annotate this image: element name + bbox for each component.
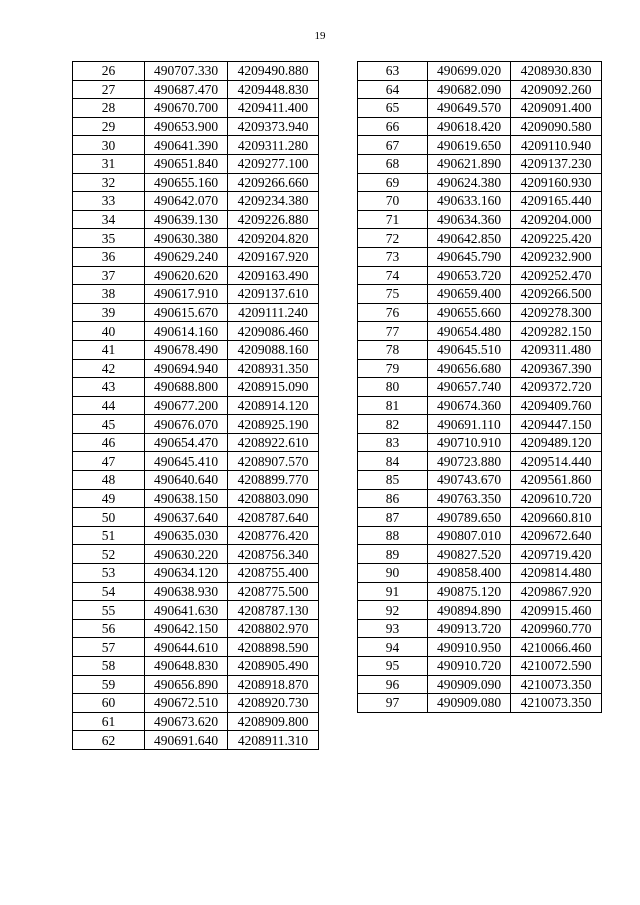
table-row (73, 489, 319, 508)
point-number-cell: 93 (358, 619, 428, 638)
y-coordinate-cell: 4208930.830 (511, 62, 602, 81)
x-coordinate-cell: 490618.420 (428, 117, 511, 136)
y-coordinate-cell: 4209225.420 (511, 229, 602, 248)
x-coordinate-cell: 490894.890 (428, 601, 511, 620)
x-coordinate-cell: 490615.670 (145, 303, 228, 322)
point-number-cell: 59 (73, 675, 145, 694)
table-row (73, 712, 319, 731)
point-number-cell: 72 (358, 229, 428, 248)
x-coordinate-cell: 490620.620 (145, 266, 228, 285)
x-coordinate-cell: 490653.900 (145, 117, 228, 136)
table-row (73, 731, 319, 750)
point-number-cell: 83 (358, 433, 428, 452)
table-row (73, 247, 319, 266)
y-coordinate-cell: 4209489.120 (511, 433, 602, 452)
table-row (358, 359, 602, 378)
point-number-cell: 67 (358, 136, 428, 155)
y-coordinate-cell: 4208755.400 (228, 564, 319, 583)
x-coordinate-cell: 490676.070 (145, 415, 228, 434)
x-coordinate-cell: 490858.400 (428, 564, 511, 583)
point-number-cell: 42 (73, 359, 145, 378)
point-number-cell: 58 (73, 657, 145, 676)
y-coordinate-cell: 4209226.880 (228, 210, 319, 229)
point-number-cell: 53 (73, 564, 145, 583)
x-coordinate-cell: 490691.110 (428, 415, 511, 434)
x-coordinate-cell: 490913.720 (428, 619, 511, 638)
table-row (358, 526, 602, 545)
y-coordinate-cell: 4209167.920 (228, 247, 319, 266)
y-coordinate-cell: 4209137.610 (228, 285, 319, 304)
table-row (73, 582, 319, 601)
table-row (73, 210, 319, 229)
point-number-cell: 27 (73, 80, 145, 99)
y-coordinate-cell: 4209092.260 (511, 80, 602, 99)
table-row (73, 192, 319, 211)
y-coordinate-cell: 4209490.880 (228, 62, 319, 81)
x-coordinate-cell: 490656.890 (145, 675, 228, 694)
y-coordinate-cell: 4208920.730 (228, 694, 319, 713)
x-coordinate-cell: 490644.610 (145, 638, 228, 657)
point-number-cell: 54 (73, 582, 145, 601)
table-row (358, 247, 602, 266)
y-coordinate-cell: 4209409.760 (511, 396, 602, 415)
y-coordinate-cell: 4208925.190 (228, 415, 319, 434)
point-number-cell: 44 (73, 396, 145, 415)
y-coordinate-cell: 4208898.590 (228, 638, 319, 657)
y-coordinate-cell: 4210073.350 (511, 694, 602, 713)
point-number-cell: 28 (73, 99, 145, 118)
point-number-cell: 77 (358, 322, 428, 341)
coordinates-table-right (357, 61, 602, 713)
table-row (73, 601, 319, 620)
point-number-cell: 50 (73, 508, 145, 527)
point-number-cell: 69 (358, 173, 428, 192)
y-coordinate-cell: 4208918.870 (228, 675, 319, 694)
x-coordinate-cell: 490639.130 (145, 210, 228, 229)
table-row (358, 452, 602, 471)
x-coordinate-cell: 490649.570 (428, 99, 511, 118)
x-coordinate-cell: 490619.650 (428, 136, 511, 155)
point-number-cell: 60 (73, 694, 145, 713)
x-coordinate-cell: 490645.790 (428, 247, 511, 266)
point-number-cell: 33 (73, 192, 145, 211)
y-coordinate-cell: 4210073.350 (511, 675, 602, 694)
x-coordinate-cell: 490630.380 (145, 229, 228, 248)
x-coordinate-cell: 490672.510 (145, 694, 228, 713)
y-coordinate-cell: 4208803.090 (228, 489, 319, 508)
x-coordinate-cell: 490687.470 (145, 80, 228, 99)
point-number-cell: 38 (73, 285, 145, 304)
point-number-cell: 48 (73, 471, 145, 490)
table-row (358, 303, 602, 322)
point-number-cell: 97 (358, 694, 428, 713)
y-coordinate-cell: 4209163.490 (228, 266, 319, 285)
table-row (358, 638, 602, 657)
x-coordinate-cell: 490699.020 (428, 62, 511, 81)
point-number-cell: 55 (73, 601, 145, 620)
table-row (358, 396, 602, 415)
point-number-cell: 51 (73, 526, 145, 545)
y-coordinate-cell: 4208922.610 (228, 433, 319, 452)
table-row (358, 322, 602, 341)
y-coordinate-cell: 4208787.640 (228, 508, 319, 527)
y-coordinate-cell: 4208931.350 (228, 359, 319, 378)
point-number-cell: 36 (73, 247, 145, 266)
y-coordinate-cell: 4209311.480 (511, 340, 602, 359)
point-number-cell: 90 (358, 564, 428, 583)
table-row (358, 99, 602, 118)
x-coordinate-cell: 490678.490 (145, 340, 228, 359)
table-row (73, 340, 319, 359)
point-number-cell: 34 (73, 210, 145, 229)
table-row (73, 359, 319, 378)
table-row (358, 136, 602, 155)
x-coordinate-cell: 490637.640 (145, 508, 228, 527)
x-coordinate-cell: 490909.090 (428, 675, 511, 694)
point-number-cell: 61 (73, 712, 145, 731)
point-number-cell: 81 (358, 396, 428, 415)
y-coordinate-cell: 4208802.970 (228, 619, 319, 638)
y-coordinate-cell: 4209204.000 (511, 210, 602, 229)
y-coordinate-cell: 4208911.310 (228, 731, 319, 750)
point-number-cell: 52 (73, 545, 145, 564)
point-number-cell: 56 (73, 619, 145, 638)
y-coordinate-cell: 4209110.940 (511, 136, 602, 155)
point-number-cell: 46 (73, 433, 145, 452)
y-coordinate-cell: 4209367.390 (511, 359, 602, 378)
point-number-cell: 40 (73, 322, 145, 341)
y-coordinate-cell: 4209311.280 (228, 136, 319, 155)
table-row (73, 173, 319, 192)
x-coordinate-cell: 490875.120 (428, 582, 511, 601)
table-row (73, 378, 319, 397)
point-number-cell: 88 (358, 526, 428, 545)
y-coordinate-cell: 4208915.090 (228, 378, 319, 397)
y-coordinate-cell: 4209372.720 (511, 378, 602, 397)
x-coordinate-cell: 490638.150 (145, 489, 228, 508)
x-coordinate-cell: 490655.160 (145, 173, 228, 192)
table-row (73, 508, 319, 527)
table-row (358, 545, 602, 564)
table-row (358, 173, 602, 192)
point-number-cell: 35 (73, 229, 145, 248)
x-coordinate-cell: 490691.640 (145, 731, 228, 750)
point-number-cell: 37 (73, 266, 145, 285)
table-row (358, 210, 602, 229)
point-number-cell: 71 (358, 210, 428, 229)
y-coordinate-cell: 4209561.860 (511, 471, 602, 490)
y-coordinate-cell: 4209411.400 (228, 99, 319, 118)
point-number-cell: 74 (358, 266, 428, 285)
x-coordinate-cell: 490634.120 (145, 564, 228, 583)
table-row (358, 433, 602, 452)
point-number-cell: 62 (73, 731, 145, 750)
coordinates-table-left (72, 61, 319, 750)
table-row (73, 266, 319, 285)
y-coordinate-cell: 4208914.120 (228, 396, 319, 415)
y-coordinate-cell: 4209278.300 (511, 303, 602, 322)
x-coordinate-cell: 490633.160 (428, 192, 511, 211)
point-number-cell: 70 (358, 192, 428, 211)
point-number-cell: 39 (73, 303, 145, 322)
y-coordinate-cell: 4209232.900 (511, 247, 602, 266)
table-row (73, 136, 319, 155)
x-coordinate-cell: 490621.890 (428, 154, 511, 173)
x-coordinate-cell: 490723.880 (428, 452, 511, 471)
table-row (73, 545, 319, 564)
table-row (358, 117, 602, 136)
y-coordinate-cell: 4209447.150 (511, 415, 602, 434)
y-coordinate-cell: 4208787.130 (228, 601, 319, 620)
x-coordinate-cell: 490677.200 (145, 396, 228, 415)
point-number-cell: 68 (358, 154, 428, 173)
point-number-cell: 85 (358, 471, 428, 490)
table-row (358, 489, 602, 508)
point-number-cell: 41 (73, 340, 145, 359)
y-coordinate-cell: 4209266.660 (228, 173, 319, 192)
table-row (358, 657, 602, 676)
point-number-cell: 32 (73, 173, 145, 192)
x-coordinate-cell: 490654.480 (428, 322, 511, 341)
x-coordinate-cell: 490614.160 (145, 322, 228, 341)
y-coordinate-cell: 4209204.820 (228, 229, 319, 248)
x-coordinate-cell: 490710.910 (428, 433, 511, 452)
y-coordinate-cell: 4209266.500 (511, 285, 602, 304)
point-number-cell: 26 (73, 62, 145, 81)
table-row (73, 675, 319, 694)
table-row (73, 564, 319, 583)
y-coordinate-cell: 4209252.470 (511, 266, 602, 285)
table-row (358, 694, 602, 713)
table-row (358, 564, 602, 583)
table-row (358, 508, 602, 527)
y-coordinate-cell: 4209088.160 (228, 340, 319, 359)
table-row (358, 62, 602, 81)
y-coordinate-cell: 4209160.930 (511, 173, 602, 192)
x-coordinate-cell: 490657.740 (428, 378, 511, 397)
x-coordinate-cell: 490645.410 (145, 452, 228, 471)
x-coordinate-cell: 490624.380 (428, 173, 511, 192)
x-coordinate-cell: 490910.720 (428, 657, 511, 676)
x-coordinate-cell: 490707.330 (145, 62, 228, 81)
table-row (73, 526, 319, 545)
x-coordinate-cell: 490642.070 (145, 192, 228, 211)
y-coordinate-cell: 4208775.500 (228, 582, 319, 601)
table-row (73, 657, 319, 676)
table-row (358, 192, 602, 211)
x-coordinate-cell: 490743.670 (428, 471, 511, 490)
y-coordinate-cell: 4209091.400 (511, 99, 602, 118)
point-number-cell: 30 (73, 136, 145, 155)
y-coordinate-cell: 4208909.800 (228, 712, 319, 731)
table-row (73, 415, 319, 434)
table-row (73, 80, 319, 99)
x-coordinate-cell: 490659.400 (428, 285, 511, 304)
x-coordinate-cell: 490694.940 (145, 359, 228, 378)
point-number-cell: 94 (358, 638, 428, 657)
x-coordinate-cell: 490642.850 (428, 229, 511, 248)
y-coordinate-cell: 4209610.720 (511, 489, 602, 508)
point-number-cell: 76 (358, 303, 428, 322)
point-number-cell: 87 (358, 508, 428, 527)
y-coordinate-cell: 4208907.570 (228, 452, 319, 471)
point-number-cell: 29 (73, 117, 145, 136)
table-row (73, 638, 319, 657)
x-coordinate-cell: 490763.350 (428, 489, 511, 508)
x-coordinate-cell: 490641.630 (145, 601, 228, 620)
x-coordinate-cell: 490909.080 (428, 694, 511, 713)
point-number-cell: 66 (358, 117, 428, 136)
x-coordinate-cell: 490651.840 (145, 154, 228, 173)
y-coordinate-cell: 4209448.830 (228, 80, 319, 99)
table-row (358, 619, 602, 638)
y-coordinate-cell: 4209137.230 (511, 154, 602, 173)
table-row (73, 117, 319, 136)
x-coordinate-cell: 490641.390 (145, 136, 228, 155)
table-row (73, 471, 319, 490)
y-coordinate-cell: 4209960.770 (511, 619, 602, 638)
x-coordinate-cell: 490674.360 (428, 396, 511, 415)
point-number-cell: 63 (358, 62, 428, 81)
x-coordinate-cell: 490642.150 (145, 619, 228, 638)
x-coordinate-cell: 490638.930 (145, 582, 228, 601)
y-coordinate-cell: 4210072.590 (511, 657, 602, 676)
point-number-cell: 73 (358, 247, 428, 266)
table-row (358, 471, 602, 490)
table-row (73, 619, 319, 638)
point-number-cell: 78 (358, 340, 428, 359)
x-coordinate-cell: 490630.220 (145, 545, 228, 564)
x-coordinate-cell: 490688.800 (145, 378, 228, 397)
page-number: 19 (314, 30, 326, 42)
point-number-cell: 96 (358, 675, 428, 694)
point-number-cell: 31 (73, 154, 145, 173)
x-coordinate-cell: 490629.240 (145, 247, 228, 266)
x-coordinate-cell: 490827.520 (428, 545, 511, 564)
x-coordinate-cell: 490634.360 (428, 210, 511, 229)
y-coordinate-cell: 4209373.940 (228, 117, 319, 136)
table-row (358, 229, 602, 248)
table-row (73, 303, 319, 322)
table-row (73, 229, 319, 248)
x-coordinate-cell: 490910.950 (428, 638, 511, 657)
x-coordinate-cell: 490648.830 (145, 657, 228, 676)
table-row (73, 62, 319, 81)
table-row (73, 396, 319, 415)
x-coordinate-cell: 490789.650 (428, 508, 511, 527)
point-number-cell: 95 (358, 657, 428, 676)
x-coordinate-cell: 490655.660 (428, 303, 511, 322)
x-coordinate-cell: 490640.640 (145, 471, 228, 490)
table-row (73, 433, 319, 452)
coordinates-table-right-body (358, 62, 602, 713)
y-coordinate-cell: 4209514.440 (511, 452, 602, 471)
point-number-cell: 82 (358, 415, 428, 434)
table-row (73, 322, 319, 341)
table-row (358, 582, 602, 601)
x-coordinate-cell: 490653.720 (428, 266, 511, 285)
y-coordinate-cell: 4209672.640 (511, 526, 602, 545)
y-coordinate-cell: 4209234.380 (228, 192, 319, 211)
table-row (358, 675, 602, 694)
x-coordinate-cell: 490670.700 (145, 99, 228, 118)
table-row (358, 415, 602, 434)
x-coordinate-cell: 490807.010 (428, 526, 511, 545)
point-number-cell: 91 (358, 582, 428, 601)
table-row (358, 80, 602, 99)
table-row (358, 266, 602, 285)
table-row (73, 285, 319, 304)
y-coordinate-cell: 4209165.440 (511, 192, 602, 211)
table-row (358, 340, 602, 359)
x-coordinate-cell: 490682.090 (428, 80, 511, 99)
point-number-cell: 80 (358, 378, 428, 397)
y-coordinate-cell: 4209277.100 (228, 154, 319, 173)
point-number-cell: 47 (73, 452, 145, 471)
table-row (73, 694, 319, 713)
y-coordinate-cell: 4209915.460 (511, 601, 602, 620)
y-coordinate-cell: 4209090.580 (511, 117, 602, 136)
point-number-cell: 43 (73, 378, 145, 397)
y-coordinate-cell: 4208899.770 (228, 471, 319, 490)
point-number-cell: 64 (358, 80, 428, 99)
y-coordinate-cell: 4209660.810 (511, 508, 602, 527)
y-coordinate-cell: 4209814.480 (511, 564, 602, 583)
point-number-cell: 79 (358, 359, 428, 378)
x-coordinate-cell: 490656.680 (428, 359, 511, 378)
point-number-cell: 84 (358, 452, 428, 471)
table-row (358, 285, 602, 304)
table-row (73, 99, 319, 118)
table-row (358, 601, 602, 620)
y-coordinate-cell: 4209867.920 (511, 582, 602, 601)
point-number-cell: 75 (358, 285, 428, 304)
point-number-cell: 57 (73, 638, 145, 657)
table-row (73, 452, 319, 471)
x-coordinate-cell: 490635.030 (145, 526, 228, 545)
point-number-cell: 89 (358, 545, 428, 564)
y-coordinate-cell: 4209719.420 (511, 545, 602, 564)
y-coordinate-cell: 4209282.150 (511, 322, 602, 341)
point-number-cell: 92 (358, 601, 428, 620)
coordinates-table-left-body (73, 62, 319, 750)
y-coordinate-cell: 4208776.420 (228, 526, 319, 545)
table-row (73, 154, 319, 173)
y-coordinate-cell: 4209086.460 (228, 322, 319, 341)
table-row (358, 378, 602, 397)
y-coordinate-cell: 4209111.240 (228, 303, 319, 322)
y-coordinate-cell: 4210066.460 (511, 638, 602, 657)
y-coordinate-cell: 4208905.490 (228, 657, 319, 676)
x-coordinate-cell: 490645.510 (428, 340, 511, 359)
x-coordinate-cell: 490654.470 (145, 433, 228, 452)
point-number-cell: 45 (73, 415, 145, 434)
table-row (358, 154, 602, 173)
point-number-cell: 65 (358, 99, 428, 118)
point-number-cell: 49 (73, 489, 145, 508)
point-number-cell: 86 (358, 489, 428, 508)
x-coordinate-cell: 490617.910 (145, 285, 228, 304)
x-coordinate-cell: 490673.620 (145, 712, 228, 731)
y-coordinate-cell: 4208756.340 (228, 545, 319, 564)
